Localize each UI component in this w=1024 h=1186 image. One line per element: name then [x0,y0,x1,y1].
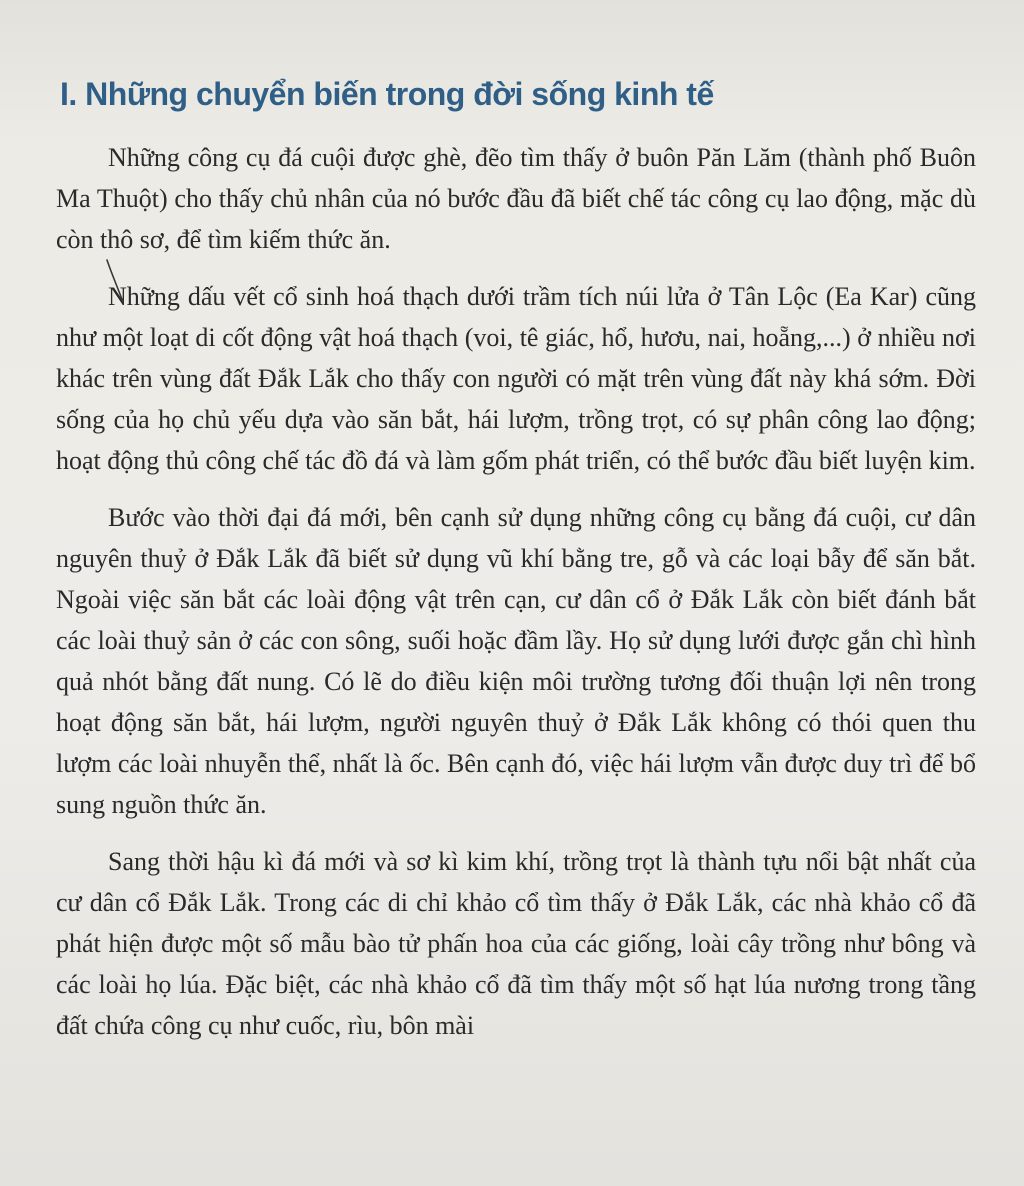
paragraph-2: Những dấu vết cổ sinh hoá thạch dưới trầm tích núi lửa ở Tân Lộc (Ea Kar) cũng như một loạt di cốt động vật hoá thạch (voi, tê giác, hổ, hươu, nai, hoẵng,...) ở nhiều nơi khác trên vùng đất Đắk Lắk cho thấy con người có mặt trên vùng đất này khá sớm. Đời sống của họ chủ yếu dựa vào săn bắt, hái lượm, trồng trọt, có sự phân công lao động; hoạt động thủ công chế tác đồ đá và làm gốm phát triển, có thể bước đầu biết luyện kim. [56,282,976,475]
paragraph-1: Những công cụ đá cuội được ghè, đẽo tìm thấy ở buôn Păn Lăm (thành phố Buôn Ma Thuột) cho thấy chủ nhân của nó bước đầu đã biết chế tác công cụ lao động, mặc dù còn thô sơ, để tìm kiếm thức ăn. [56,143,976,254]
paragraph-4: Sang thời hậu kì đá mới và sơ kì kim khí, trồng trọt là thành tựu nổi bật nhất của cư dân cổ Đắk Lắk. Trong các di chỉ khảo cổ tìm thấy ở Đắk Lắk, các nhà khảo cổ đã phát hiện được một số mẫu bào tử phấn hoa của các giống, loài cây trồng như bông và các loài họ lúa. Đặc biệt, các nhà khảo cổ đã tìm thấy một số hạt lúa nương trong tầng đất chứa công cụ như cuốc, rìu, bôn mài [56,847,976,1040]
body-text [56,137,976,1046]
pen-mark-icon [103,258,133,308]
paragraph-3: Bước vào thời đại đá mới, bên cạnh sử dụng những công cụ bằng đá cuội, cư dân nguyên thuỷ ở Đắk Lắk đã biết sử dụng vũ khí bằng tre, gỗ và các loại bẫy để săn bắt. Ngoài việc săn bắt các loài động vật trên cạn, cư dân cổ ở Đắk Lắk còn biết đánh bắt các loài thuỷ sản ở các con sông, suối hoặc đầm lầy. Họ sử dụng lưới được gắn chì hình quả nhót bằng đất nung. Có lẽ do điều kiện môi trường tương đối thuận lợi nên trong hoạt động săn bắt, hái lượm, người nguyên thuỷ ở Đắk Lắk không có thói quen thu lượm các loài nhuyễn thể, nhất là ốc. Bên cạnh đó, việc hái lượm vẫn được duy trì để bổ sung nguồn thức ăn. [56,503,976,819]
section-heading: I. Những chuyển biến trong đời sống kinh tế [60,76,714,112]
